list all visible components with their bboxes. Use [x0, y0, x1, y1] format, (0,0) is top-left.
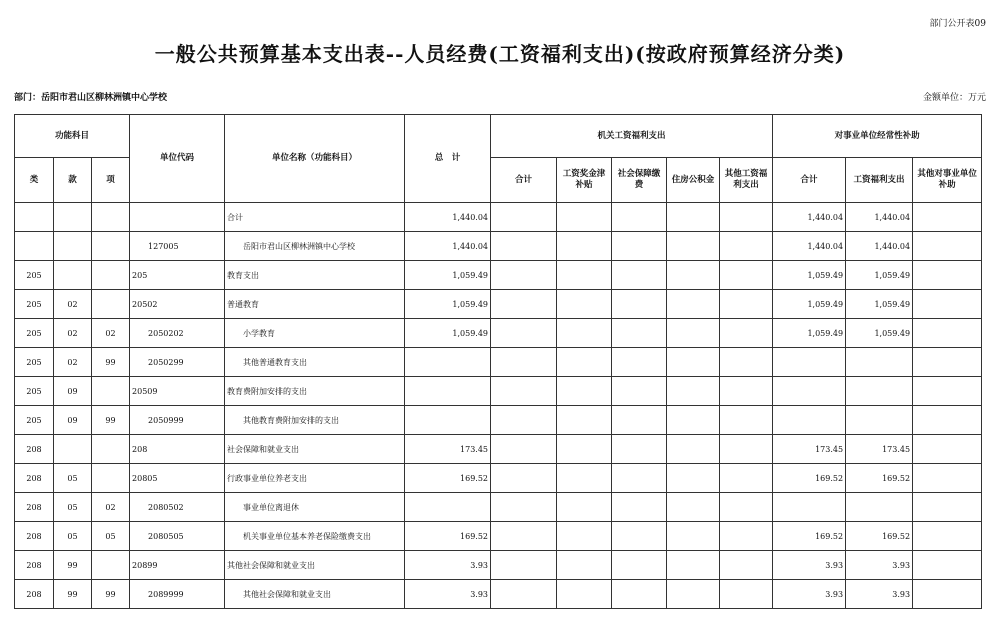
cell-g1-total — [491, 377, 557, 406]
table-row — [15, 290, 982, 319]
cell-g2-total: 169.52 — [773, 464, 846, 493]
cell-lei: 208 — [15, 522, 54, 551]
cell-g2-other — [913, 522, 982, 551]
table-number-label: 部门公开表09 — [929, 19, 986, 29]
cell-g2-wage: 1,059.49 — [846, 290, 913, 319]
cell-total: 169.52 — [405, 522, 491, 551]
cell-g2-total: 3.93 — [773, 580, 846, 609]
cell-g1-housing — [667, 464, 720, 493]
cell-xiang — [92, 232, 130, 261]
cell-g1-housing — [667, 319, 720, 348]
header-xiang: 项 — [92, 158, 130, 203]
cell-g1-social — [612, 203, 667, 232]
cell-g2-other — [913, 464, 982, 493]
cell-xiang — [92, 203, 130, 232]
amount-unit-label: 金额单位：万元 — [922, 93, 986, 103]
cell-unit-name: 教育支出 — [225, 261, 405, 290]
cell-lei: 205 — [15, 290, 54, 319]
cell-g2-wage: 173.45 — [846, 435, 913, 464]
cell-total: 1,440.04 — [405, 203, 491, 232]
cell-lei — [15, 232, 54, 261]
cell-g1-social — [612, 522, 667, 551]
cell-kuan: 05 — [54, 493, 92, 522]
cell-total: 169.52 — [405, 464, 491, 493]
cell-lei: 205 — [15, 261, 54, 290]
cell-g1-bonus — [557, 203, 612, 232]
header-g1-housing: 住房公积金 — [667, 158, 720, 203]
cell-unit-name: 其他普通教育支出 — [225, 348, 405, 377]
table-row — [15, 348, 982, 377]
header-g1-social: 社会保障缴费 — [612, 158, 667, 203]
header-unit-code: 单位代码 — [130, 115, 225, 203]
cell-g1-other — [720, 290, 773, 319]
cell-g2-wage: 1,059.49 — [846, 261, 913, 290]
cell-g2-total: 169.52 — [773, 522, 846, 551]
cell-g1-bonus — [557, 493, 612, 522]
cell-unit-code: 127005 — [130, 232, 225, 261]
cell-g2-total: 3.93 — [773, 551, 846, 580]
cell-total: 173.45 — [405, 435, 491, 464]
cell-g2-other — [913, 319, 982, 348]
cell-total: 3.93 — [405, 551, 491, 580]
cell-total — [405, 377, 491, 406]
cell-unit-code — [130, 203, 225, 232]
header-g1-total: 合计 — [491, 158, 557, 203]
cell-g1-housing — [667, 435, 720, 464]
cell-g1-bonus — [557, 522, 612, 551]
cell-xiang — [92, 464, 130, 493]
cell-lei: 208 — [15, 493, 54, 522]
cell-unit-code: 20805 — [130, 464, 225, 493]
cell-g1-other — [720, 261, 773, 290]
cell-kuan: 99 — [54, 580, 92, 609]
cell-total: 1,440.04 — [405, 232, 491, 261]
cell-g1-bonus — [557, 580, 612, 609]
cell-g1-social — [612, 551, 667, 580]
cell-g1-bonus — [557, 348, 612, 377]
cell-unit-name: 社会保障和就业支出 — [225, 435, 405, 464]
cell-kuan: 09 — [54, 377, 92, 406]
cell-g1-other — [720, 580, 773, 609]
cell-g2-other — [913, 261, 982, 290]
cell-g2-total: 1,059.49 — [773, 261, 846, 290]
cell-unit-name: 行政事业单位养老支出 — [225, 464, 405, 493]
cell-unit-code: 20502 — [130, 290, 225, 319]
page-title: 一般公共预算基本支出表--人员经费(工资福利支出)(按政府预算经济分类) — [154, 42, 846, 66]
cell-g2-other — [913, 580, 982, 609]
cell-g2-total: 173.45 — [773, 435, 846, 464]
cell-g1-bonus — [557, 319, 612, 348]
table-row — [15, 522, 982, 551]
cell-kuan — [54, 435, 92, 464]
cell-g1-housing — [667, 580, 720, 609]
cell-xiang: 05 — [92, 522, 130, 551]
cell-g1-total — [491, 464, 557, 493]
cell-unit-code: 20899 — [130, 551, 225, 580]
cell-xiang: 99 — [92, 406, 130, 435]
cell-xiang — [92, 551, 130, 580]
cell-unit-name: 机关事业单位基本养老保险缴费支出 — [225, 522, 405, 551]
cell-unit-code: 205 — [130, 261, 225, 290]
cell-lei: 205 — [15, 377, 54, 406]
cell-g1-bonus — [557, 551, 612, 580]
cell-unit-name: 普通教育 — [225, 290, 405, 319]
cell-total — [405, 493, 491, 522]
cell-g1-other — [720, 232, 773, 261]
table-row — [15, 406, 982, 435]
cell-g2-wage — [846, 348, 913, 377]
cell-g2-total — [773, 493, 846, 522]
cell-g1-social — [612, 232, 667, 261]
cell-kuan: 02 — [54, 290, 92, 319]
cell-g2-total: 1,440.04 — [773, 203, 846, 232]
cell-total: 3.93 — [405, 580, 491, 609]
header-kuan: 款 — [54, 158, 92, 203]
cell-g2-other — [913, 551, 982, 580]
table-body — [15, 203, 982, 609]
cell-g1-total — [491, 261, 557, 290]
cell-g1-other — [720, 551, 773, 580]
header-func-subject: 功能科目 — [15, 115, 130, 158]
cell-unit-code: 2050999 — [130, 406, 225, 435]
header-total: 总 计 — [405, 115, 491, 203]
cell-total: 1,059.49 — [405, 290, 491, 319]
cell-unit-code: 20509 — [130, 377, 225, 406]
cell-kuan: 05 — [54, 464, 92, 493]
cell-xiang — [92, 261, 130, 290]
cell-xiang: 02 — [92, 319, 130, 348]
table-row — [15, 261, 982, 290]
cell-g2-total: 1,059.49 — [773, 290, 846, 319]
cell-lei: 208 — [15, 580, 54, 609]
cell-g2-wage: 169.52 — [846, 464, 913, 493]
cell-g2-other — [913, 493, 982, 522]
cell-xiang: 99 — [92, 348, 130, 377]
cell-g1-housing — [667, 348, 720, 377]
header-g2-total: 合计 — [773, 158, 846, 203]
cell-unit-code: 2050202 — [130, 319, 225, 348]
header-group-org-wages: 机关工资福利支出 — [491, 115, 773, 158]
cell-g1-total — [491, 203, 557, 232]
cell-g1-other — [720, 493, 773, 522]
cell-g2-wage — [846, 377, 913, 406]
cell-g2-total: 1,440.04 — [773, 232, 846, 261]
cell-g2-wage: 169.52 — [846, 522, 913, 551]
table-row — [15, 551, 982, 580]
cell-g2-wage: 1,440.04 — [846, 203, 913, 232]
cell-g1-other — [720, 522, 773, 551]
header-group-subsidy: 对事业单位经常性补助 — [773, 115, 982, 158]
table-row — [15, 377, 982, 406]
cell-kuan: 99 — [54, 551, 92, 580]
cell-g1-other — [720, 319, 773, 348]
cell-g1-other — [720, 406, 773, 435]
cell-kuan — [54, 232, 92, 261]
cell-g2-other — [913, 377, 982, 406]
cell-g1-bonus — [557, 261, 612, 290]
cell-g1-other — [720, 435, 773, 464]
cell-g1-bonus — [557, 232, 612, 261]
header-g1-other: 其他工资福利支出 — [720, 158, 773, 203]
cell-g1-social — [612, 493, 667, 522]
cell-total — [405, 348, 491, 377]
cell-xiang — [92, 290, 130, 319]
cell-unit-code: 2089999 — [130, 580, 225, 609]
cell-g1-housing — [667, 203, 720, 232]
cell-g2-other — [913, 290, 982, 319]
cell-kuan: 02 — [54, 319, 92, 348]
cell-g1-social — [612, 261, 667, 290]
cell-g1-total — [491, 348, 557, 377]
cell-g1-social — [612, 464, 667, 493]
cell-g1-housing — [667, 290, 720, 319]
table-row — [15, 464, 982, 493]
cell-unit-name: 其他教育费附加安排的支出 — [225, 406, 405, 435]
cell-g2-other — [913, 406, 982, 435]
cell-g1-bonus — [557, 464, 612, 493]
cell-lei: 208 — [15, 551, 54, 580]
cell-g1-total — [491, 522, 557, 551]
cell-g1-housing — [667, 377, 720, 406]
cell-g1-total — [491, 290, 557, 319]
cell-g2-wage — [846, 406, 913, 435]
cell-g2-wage: 3.93 — [846, 580, 913, 609]
cell-g1-housing — [667, 406, 720, 435]
cell-g2-other — [913, 348, 982, 377]
header-g2-wage: 工资福利支出 — [846, 158, 913, 203]
cell-unit-name: 合计 — [225, 203, 405, 232]
table-row — [15, 580, 982, 609]
cell-kuan: 05 — [54, 522, 92, 551]
cell-unit-code: 2050299 — [130, 348, 225, 377]
cell-g1-bonus — [557, 377, 612, 406]
table-row — [15, 435, 982, 464]
cell-lei: 205 — [15, 319, 54, 348]
cell-g2-total — [773, 377, 846, 406]
cell-unit-name: 岳阳市君山区柳林洲镇中心学校 — [225, 232, 405, 261]
cell-unit-name: 小学教育 — [225, 319, 405, 348]
cell-g2-total: 1,059.49 — [773, 319, 846, 348]
table-row — [15, 232, 982, 261]
cell-g1-total — [491, 493, 557, 522]
cell-g2-total — [773, 406, 846, 435]
cell-g1-housing — [667, 551, 720, 580]
cell-unit-name: 其他社会保障和就业支出 — [225, 580, 405, 609]
cell-g1-other — [720, 348, 773, 377]
cell-g2-other — [913, 435, 982, 464]
cell-g1-housing — [667, 493, 720, 522]
cell-xiang: 99 — [92, 580, 130, 609]
cell-kuan: 09 — [54, 406, 92, 435]
cell-unit-name: 教育费附加安排的支出 — [225, 377, 405, 406]
cell-g1-other — [720, 464, 773, 493]
cell-kuan — [54, 203, 92, 232]
cell-g2-wage: 1,440.04 — [846, 232, 913, 261]
cell-g1-social — [612, 319, 667, 348]
cell-xiang: 02 — [92, 493, 130, 522]
cell-g1-total — [491, 551, 557, 580]
cell-g2-total — [773, 348, 846, 377]
cell-g1-total — [491, 319, 557, 348]
header-unit-name: 单位名称（功能科目） — [225, 115, 405, 203]
cell-g1-housing — [667, 261, 720, 290]
cell-lei: 208 — [15, 464, 54, 493]
table-row — [15, 319, 982, 348]
cell-unit-name: 事业单位离退休 — [225, 493, 405, 522]
cell-kuan — [54, 261, 92, 290]
cell-g1-social — [612, 348, 667, 377]
cell-unit-code: 208 — [130, 435, 225, 464]
cell-g2-other — [913, 203, 982, 232]
header-g2-other: 其他对事业单位补助 — [913, 158, 982, 203]
cell-g2-wage: 3.93 — [846, 551, 913, 580]
header-g1-bonus: 工资奖金津补贴 — [557, 158, 612, 203]
cell-g1-social — [612, 435, 667, 464]
cell-g1-social — [612, 580, 667, 609]
cell-g1-total — [491, 406, 557, 435]
cell-g1-other — [720, 377, 773, 406]
cell-lei: 205 — [15, 406, 54, 435]
cell-g2-wage: 1,059.49 — [846, 319, 913, 348]
cell-total: 1,059.49 — [405, 261, 491, 290]
table-row — [15, 493, 982, 522]
cell-g1-bonus — [557, 435, 612, 464]
cell-xiang — [92, 435, 130, 464]
cell-g1-social — [612, 377, 667, 406]
cell-g1-bonus — [557, 406, 612, 435]
budget-table — [14, 114, 982, 609]
cell-unit-code: 2080502 — [130, 493, 225, 522]
cell-g1-other — [720, 203, 773, 232]
cell-g1-social — [612, 290, 667, 319]
cell-unit-code: 2080505 — [130, 522, 225, 551]
cell-g2-other — [913, 232, 982, 261]
cell-g1-bonus — [557, 290, 612, 319]
cell-lei — [15, 203, 54, 232]
cell-unit-name: 其他社会保障和就业支出 — [225, 551, 405, 580]
cell-total — [405, 406, 491, 435]
cell-g2-wage — [846, 493, 913, 522]
department-label: 部门：岳阳市君山区柳林洲镇中心学校 — [14, 93, 168, 103]
cell-kuan: 02 — [54, 348, 92, 377]
cell-g1-total — [491, 232, 557, 261]
cell-lei: 208 — [15, 435, 54, 464]
cell-g1-housing — [667, 232, 720, 261]
cell-g1-housing — [667, 522, 720, 551]
cell-g1-total — [491, 435, 557, 464]
cell-xiang — [92, 377, 130, 406]
cell-g1-social — [612, 406, 667, 435]
table-row — [15, 203, 982, 232]
cell-total: 1,059.49 — [405, 319, 491, 348]
cell-lei: 205 — [15, 348, 54, 377]
header-lei: 类 — [15, 158, 54, 203]
cell-g1-total — [491, 580, 557, 609]
